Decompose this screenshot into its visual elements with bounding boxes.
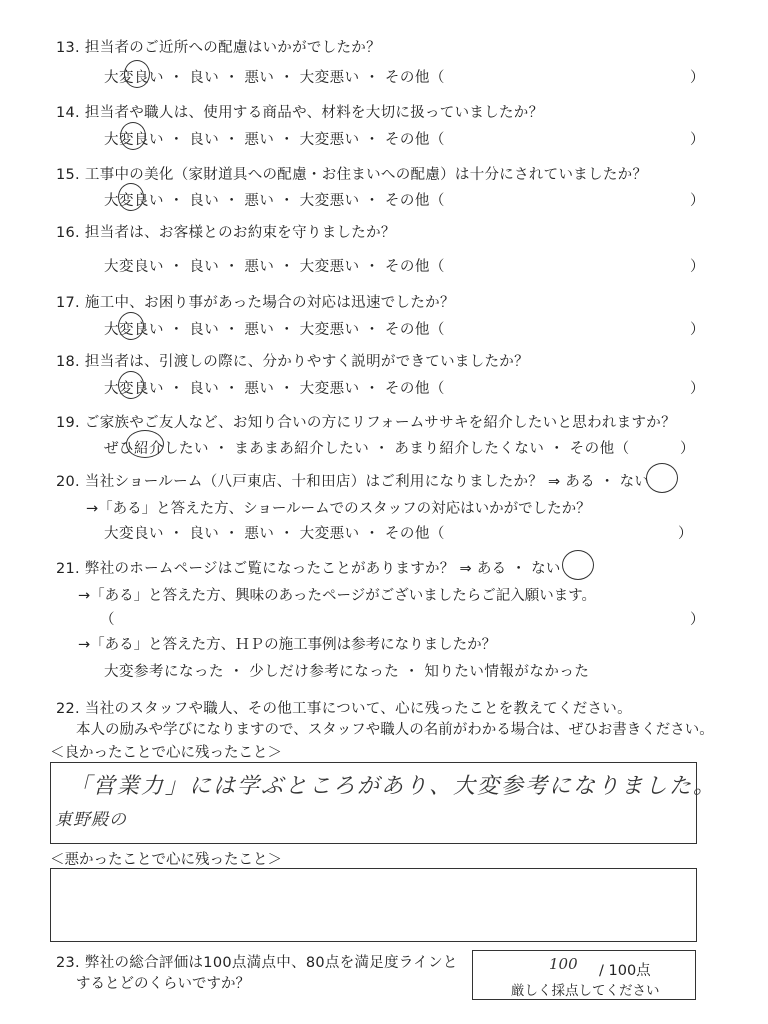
question-text: ご家族やご友人など、お知り合いの方にリフォームササキを紹介したいと思われますか？ xyxy=(84,415,676,431)
score-total: / 100点 xyxy=(599,963,651,979)
close-paren: ） xyxy=(690,132,705,148)
close-paren: ） xyxy=(690,70,705,86)
good-answer-box xyxy=(50,762,718,844)
bad-section-label: ＜悪かったことで心に残ったこと＞ xyxy=(50,852,282,868)
question-number: 18. xyxy=(56,354,80,370)
answer-options: 大変良い ・ 良い ・ 悪い ・ 大変悪い ・ その他（ xyxy=(104,526,445,542)
question-text: 担当者や職人は、使用する商品や、材料を大切に扱っていましたか？ xyxy=(84,105,544,121)
question-number: 14. xyxy=(56,105,80,121)
answer-options: 大変良い ・ 良い ・ 悪い ・ 大変悪い ・ その他（ xyxy=(104,322,445,338)
written-score: 100 xyxy=(549,955,578,973)
handwritten-answer: 「営業力」には学ぶところがあり、大変参考になりました。 xyxy=(69,774,718,799)
close-paren: ） xyxy=(690,381,705,397)
close-paren: ） xyxy=(690,612,705,628)
answer-options: 大変良い ・ 良い ・ 悪い ・ 大変悪い ・ その他（ xyxy=(104,259,445,275)
question-number: 19. xyxy=(56,415,80,431)
question-text: 弊社の総合評価は100点満点中、80点を満足度ラインと xyxy=(84,955,458,971)
question-text: 施工中、お困り事があった場合の対応は迅速でしたか？ xyxy=(84,295,455,311)
answer-options: 大変良い ・ 良い ・ 悪い ・ 大変悪い ・ その他（ xyxy=(104,193,445,209)
question-number: 22. xyxy=(56,701,80,717)
question-text: 当社のスタッフや職人、その他工事について、心に残ったことを教えてください。 xyxy=(84,701,632,717)
score-box[interactable] xyxy=(472,950,696,1000)
question-text: 当社ショールーム（八戸東店、十和田店）はご利用になりましたか？ ⇒ ある ・ ない xyxy=(84,474,650,490)
answer-circle xyxy=(120,122,146,150)
answer-options: 大変良い ・ 良い ・ 悪い ・ 大変悪い ・ その他（ xyxy=(104,381,445,397)
answer-options: ぜひ紹介したい ・ まあまあ紹介したい ・ あまり紹介したくない ・ その他（ xyxy=(104,441,630,457)
question-text-2: するとどのくらいですか？ xyxy=(76,976,250,992)
question-text: 担当者は、引渡しの際に、分かりやすく説明ができていましたか？ xyxy=(84,354,529,370)
question-number: 16. xyxy=(56,225,80,241)
question-number: 15. xyxy=(56,167,80,183)
close-paren: ） xyxy=(690,193,705,209)
question-number: 20. xyxy=(56,474,80,490)
answer-circle xyxy=(118,183,144,211)
answer-circle xyxy=(126,430,164,458)
answer-options: 大変参考になった ・ 少しだけ参考になった ・ 知りたい情報がなかった xyxy=(104,664,590,680)
scoring-note: 厳しく採点してください xyxy=(511,983,660,999)
close-paren: ） xyxy=(680,441,695,457)
question-text: 弊社のホームページはご覧になったことがありますか？ ⇒ ある ・ ない xyxy=(84,561,561,577)
question-text: 担当者のご近所への配慮はいかがでしたか？ xyxy=(84,40,381,56)
answer-circle xyxy=(118,312,144,340)
follow-up-text: →「ある」と答えた方、ショールームでのスタッフの対応はいかがでしたか？ xyxy=(86,501,591,517)
bad-answer-box[interactable] xyxy=(50,868,697,942)
answer-circle xyxy=(562,550,594,580)
close-paren: ） xyxy=(690,322,705,338)
close-paren: ） xyxy=(690,259,705,275)
answer-options: 大変良い ・ 良い ・ 悪い ・ 大変悪い ・ その他（ xyxy=(104,132,445,148)
follow-up-text: →「ある」と答えた方、興味のあったページがございましたらご記入願います。 xyxy=(78,588,597,604)
close-paren: ） xyxy=(678,526,693,542)
follow-up-text: →「ある」と答えた方、ＨＰの施工事例は参考になりましたか？ xyxy=(78,637,497,653)
question-number: 17. xyxy=(56,295,80,311)
good-section-label: ＜良かったことで心に残ったこと＞ xyxy=(50,745,282,761)
open-paren: （ xyxy=(100,612,115,628)
question-number: 21. xyxy=(56,561,80,577)
handwritten-insert: 東野殿の xyxy=(55,810,127,830)
answer-circle xyxy=(646,463,678,493)
question-text: 工事中の美化（家財道具への配慮・お住まいへの配慮）は十分にされていましたか？ xyxy=(84,167,648,183)
answer-circle xyxy=(124,60,150,88)
question-text: 担当者は、お客様とのお約束を守りましたか？ xyxy=(84,225,396,241)
answer-circle xyxy=(118,371,144,399)
answer-options: 大変良い ・ 良い ・ 悪い ・ 大変悪い ・ その他（ xyxy=(104,70,445,86)
question-number: 23. xyxy=(56,955,80,971)
question-number: 13. xyxy=(56,40,80,56)
question-text-2: 本人の励みや学びになりますので、スタッフや職人の名前がわかる場合は、ぜひお書きください。 xyxy=(76,722,714,738)
